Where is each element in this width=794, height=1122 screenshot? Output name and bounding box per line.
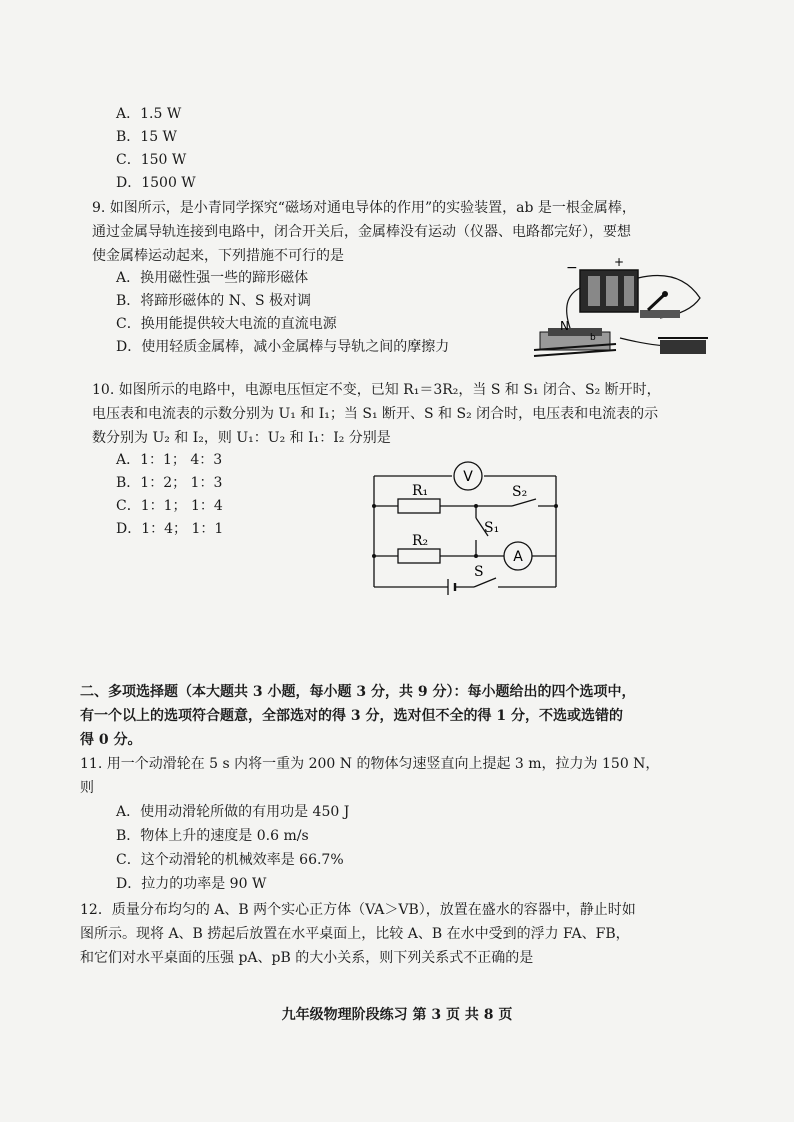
q10-stem-line-3: 数分别为 U₂ 和 I₂，则 U₁：U₂ 和 I₁：I₂ 分别是 [92, 430, 391, 446]
magnet-n-label: N [560, 319, 569, 333]
q8-option-b: B．15 W [116, 129, 177, 145]
section2-heading-line-3: 得 0 分。 [80, 732, 142, 748]
q10-option-d: D．1：4； 1：1 [116, 521, 224, 537]
q10-option-b: B．1：2； 1：3 [116, 475, 223, 491]
q10-stem-line-2: 电压表和电流表的示数分别为 U₁ 和 I₁；当 S₁ 断开、S 和 S₂ 闭合时，电压表和电流表的示 [92, 406, 659, 422]
s2-label: S₂ [512, 484, 528, 500]
q10-option-a: A．1：1； 4：3 [116, 452, 223, 468]
q11-option-a: A．使用动滑轮所做的有用功是 450 J [116, 804, 350, 820]
q9-stem-line-2: 通过金属导轨连接到电路中，闭合开关后，金属棒没有运动（仪器、电路都完好），要想 [92, 224, 631, 240]
ammeter-label: A [513, 549, 523, 565]
q11-option-d: D．拉力的功率是 90 W [116, 876, 267, 892]
q12-stem-line-3: 和它们对水平桌面的压强 pA、pB 的大小关系，则下列关系式不正确的是 [80, 950, 534, 966]
q8-option-a: A．1.5 W [116, 106, 182, 122]
q10-option-c: C．1：1； 1：4 [116, 498, 223, 514]
q9-option-b: B．将蹄形磁体的 N、S 极对调 [116, 293, 312, 309]
rod-b-label: b [590, 333, 596, 343]
q10-stem-line-1: 10. 如图所示的电路中，电源电压恒定不变，已知 R₁＝3R₂，当 S 和 S₁ 闭合、S₂ 断开时， [92, 382, 661, 398]
q9-option-d: D．使用轻质金属棒，减小金属棒与导轨之间的摩擦力 [116, 339, 450, 355]
s1-label: S₁ [484, 520, 500, 536]
q9-option-c: C．换用能提供较大电流的直流电源 [116, 316, 337, 332]
r2-label: R₂ [412, 533, 429, 549]
section2-heading-line-2: 有一个以上的选项符合题意，全部选对的得 3 分，选对但不全的得 1 分，不选或选错的 [80, 708, 623, 724]
q9-apparatus-figure [530, 255, 730, 368]
q11-stem-line-2: 则 [80, 780, 94, 796]
q9-option-a: A．换用磁性强一些的蹄形磁体 [116, 270, 309, 286]
q9-stem-line-1: 9. 如图所示，是小青同学探究“磁场对通电导体的作用”的实验装置，ab 是一根金属棒， [92, 200, 636, 216]
s-label: S [474, 564, 484, 580]
page-footer: 九年级物理阶段练习 第 3 页 共 8 页 [281, 1007, 513, 1023]
battery-minus-label: − [566, 260, 578, 276]
q8-option-c: C．150 W [116, 152, 187, 168]
q9-stem-line-3: 使金属棒运动起来，下列措施不可行的是 [92, 248, 344, 264]
voltmeter-label: V [463, 469, 473, 485]
q11-option-b: B．物体上升的速度是 0.6 m/s [116, 828, 309, 844]
section2-heading-line-1: 二、多项选择题（本大题共 3 小题，每小题 3 分，共 9 分）：每小题给出的四个选项中， [80, 684, 636, 700]
q11-option-c: C．这个动滑轮的机械效率是 66.7% [116, 852, 344, 868]
q12-stem-line-2: 图所示。现将 A、B 捞起后放置在水平桌面上，比较 A、B 在水中受到的浮力 FA、FB， [80, 926, 630, 942]
q10-circuit-diagram [360, 456, 560, 596]
q12-stem-line-1: 12．质量分布均匀的 A、B 两个实心正方体（VA＞VB），放置在盛水的容器中，静止时如 [80, 902, 636, 918]
q8-option-d: D．1500 W [116, 175, 196, 191]
battery-plus-label: + [614, 255, 625, 269]
r1-label: R₁ [412, 483, 429, 499]
q11-stem-line-1: 11. 用一个动滑轮在 5 s 内将一重为 200 N 的物体匀速竖直向上提起 3 m，拉力为 150 N， [80, 756, 660, 772]
